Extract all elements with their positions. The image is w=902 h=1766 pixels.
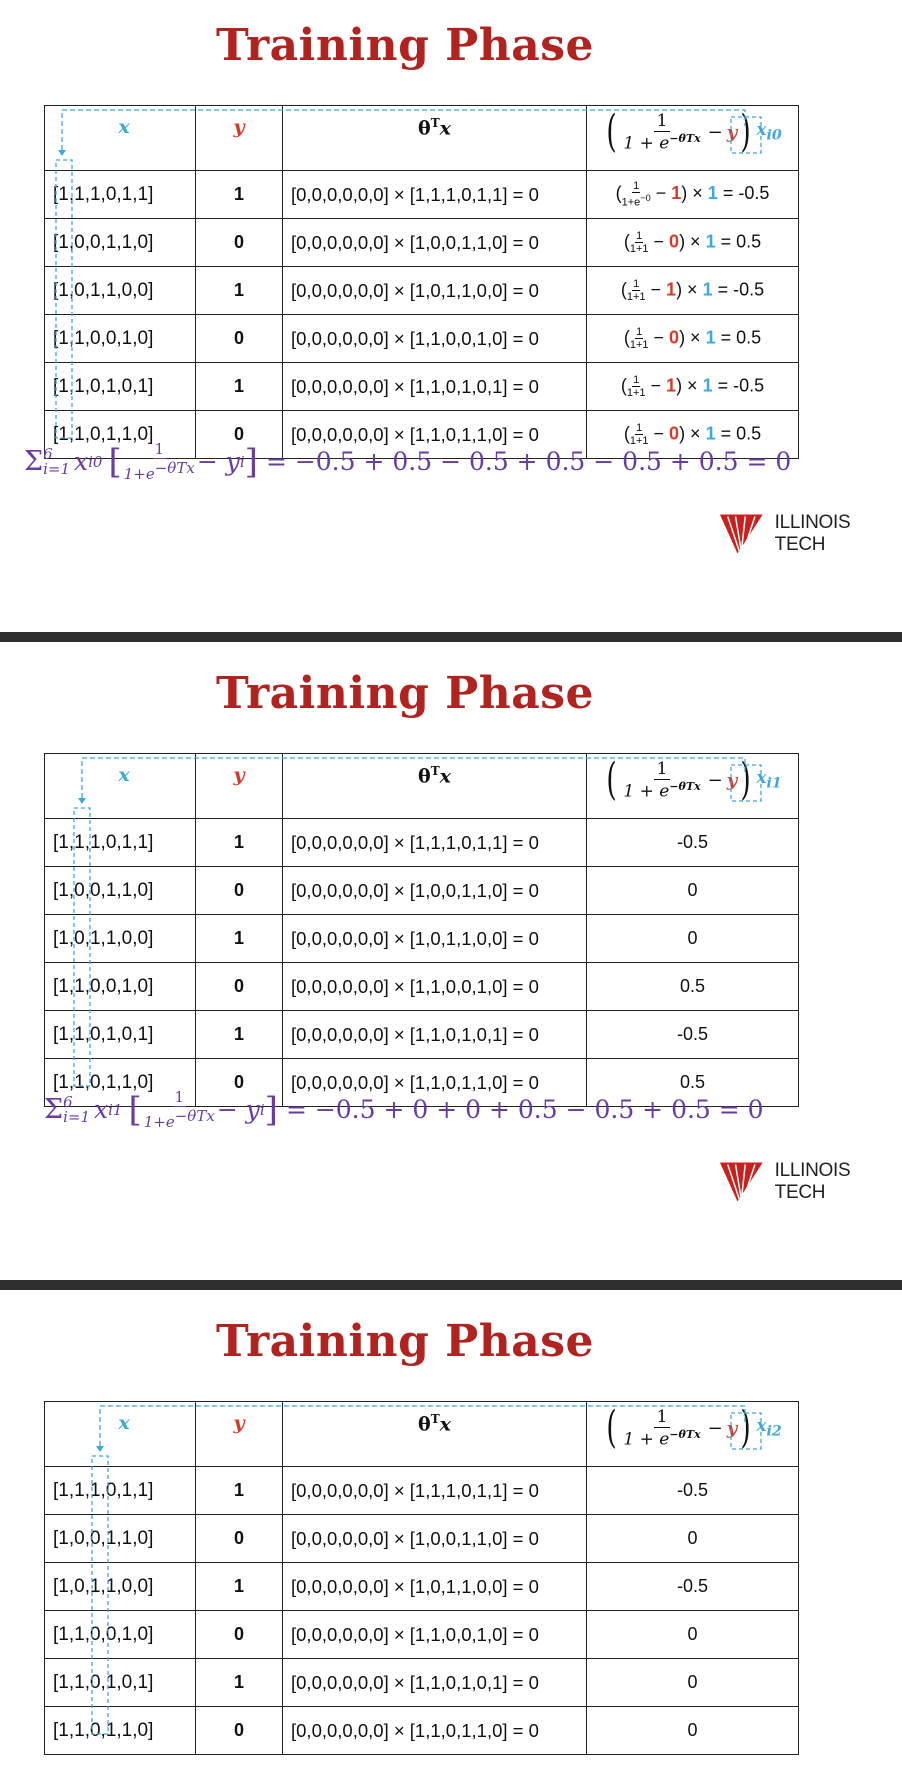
cell-x: [1,0,0,1,1,0] (45, 1515, 196, 1563)
table-row (45, 1659, 799, 1707)
slide-3 (0, 1296, 902, 1766)
cell-theta-x: [0,0,0,0,0,0] × [1,0,1,1,0,0] = 0 (283, 267, 587, 315)
cell-x: [1,0,0,1,1,0] (45, 219, 196, 267)
table-row (45, 963, 799, 1011)
cell-y: 0 (196, 867, 283, 915)
illinois-tech-logo: ILLINOIS TECH (718, 512, 902, 556)
cell-y: 0 (196, 315, 283, 363)
cell-y: 1 (196, 363, 283, 411)
cell-y: 0 (196, 411, 283, 459)
cell-calc: ( $\frac{1}{1+1}$ − 0) × 1 = 0.5 (587, 219, 799, 267)
gradient-sum-formula: Σ 6 i=1 x i1 [ 1 $1+e^{-\theta Tx}$ − y i ] = −0.5 + 0 + 0 + 0.5 − 0.5 + 0.5 = 0 (44, 1088, 764, 1131)
header-y: y (196, 754, 283, 819)
slide-title: Training Phase (215, 1316, 595, 1367)
cell-y: 1 (196, 1467, 283, 1515)
table-row (45, 819, 799, 867)
cell-y: 1 (196, 819, 283, 867)
cell-x: [1,0,1,1,0,0] (45, 915, 196, 963)
header-gradient-formula: ( $\frac{1}{1 + e^{-\theta Tx}}$ − y ) $x_{i1}$ (587, 754, 799, 819)
cell-x: [1,1,0,1,0,1] (45, 1659, 196, 1707)
cell-x: [1,0,0,1,1,0] (45, 867, 196, 915)
slide-1 (0, 0, 902, 630)
header-y: y (196, 106, 283, 171)
table-row (45, 219, 799, 267)
header-gradient-formula: ( $\frac{1}{1 + e^{-\theta Tx}}$ − y ) $x_{i2}$ (587, 1402, 799, 1467)
header-theta-x: $\theta^Tx$ (283, 106, 587, 171)
cell-calc: ( $\frac{1}{1+1}$ − 1) × 1 = -0.5 (587, 267, 799, 315)
cell-theta-x: [0,0,0,0,0,0] × [1,0,1,1,0,0] = 0 (283, 1563, 587, 1611)
table-row (45, 171, 799, 219)
slide-title: Training Phase (215, 668, 595, 719)
header-theta-x: $\theta^Tx$ (283, 1402, 587, 1467)
cell-x: [1,1,0,0,1,0] (45, 1611, 196, 1659)
table-header-row (45, 1402, 799, 1467)
cell-theta-x: [0,0,0,0,0,0] × [1,1,0,0,1,0] = 0 (283, 315, 587, 363)
table-row (45, 1707, 799, 1755)
cell-x: [1,1,0,1,1,0] (45, 411, 196, 459)
header-y: y (196, 1402, 283, 1467)
cell-y: 1 (196, 267, 283, 315)
training-table (44, 753, 799, 1107)
cell-y: 1 (196, 1011, 283, 1059)
cell-theta-x: [0,0,0,0,0,0] × [1,1,0,0,1,0] = 0 (283, 1611, 587, 1659)
cell-x: [1,1,1,0,1,1] (45, 171, 196, 219)
cell-result: 0.5 (587, 1059, 799, 1107)
cell-theta-x: [0,0,0,0,0,0] × [1,1,0,1,0,1] = 0 (283, 363, 587, 411)
training-table (44, 1401, 799, 1755)
slide-divider (0, 1280, 902, 1290)
header-x: x (45, 106, 196, 171)
table-row (45, 363, 799, 411)
table-row (45, 1515, 799, 1563)
cell-x: [1,1,0,1,1,0] (45, 1059, 196, 1107)
cell-result: -0.5 (587, 1563, 799, 1611)
cell-calc: ( $\frac{1}{1+1}$ − 0) × 1 = 0.5 (587, 411, 799, 459)
table-row (45, 1611, 799, 1659)
header-x: x (45, 754, 196, 819)
cell-y: 0 (196, 963, 283, 1011)
cell-result: -0.5 (587, 1467, 799, 1515)
cell-result: 0 (587, 1707, 799, 1755)
cell-result: 0 (587, 867, 799, 915)
cell-y: 1 (196, 171, 283, 219)
header-theta-x: $\theta^Tx$ (283, 754, 587, 819)
cell-theta-x: [0,0,0,0,0,0] × [1,1,1,0,1,1] = 0 (283, 171, 587, 219)
table-row (45, 1467, 799, 1515)
cell-theta-x: [0,0,0,0,0,0] × [1,0,0,1,1,0] = 0 (283, 1515, 587, 1563)
illinois-tech-logo: ILLINOIS TECH (718, 1160, 902, 1204)
cell-y: 0 (196, 1707, 283, 1755)
table-row (45, 1563, 799, 1611)
table-row (45, 267, 799, 315)
cell-result: 0 (587, 915, 799, 963)
cell-x: [1,1,0,0,1,0] (45, 963, 196, 1011)
cell-y: 0 (196, 219, 283, 267)
cell-theta-x: [0,0,0,0,0,0] × [1,1,0,0,1,0] = 0 (283, 963, 587, 1011)
cell-result: -0.5 (587, 1011, 799, 1059)
cell-x: [1,1,1,0,1,1] (45, 1467, 196, 1515)
cell-calc: ( $\frac{1}{1+1}$ − 1) × 1 = -0.5 (587, 363, 799, 411)
table-row (45, 315, 799, 363)
cell-theta-x: [0,0,0,0,0,0] × [1,1,1,0,1,1] = 0 (283, 1467, 587, 1515)
illinois-tech-logo-icon (718, 512, 767, 556)
cell-y: 1 (196, 915, 283, 963)
cell-theta-x: [0,0,0,0,0,0] × [1,0,0,1,1,0] = 0 (283, 219, 587, 267)
cell-x: [1,0,1,1,0,0] (45, 1563, 196, 1611)
cell-x: [1,1,0,1,1,0] (45, 1707, 196, 1755)
header-x: x (45, 1402, 196, 1467)
cell-y: 0 (196, 1611, 283, 1659)
cell-y: 0 (196, 1515, 283, 1563)
cell-theta-x: [0,0,0,0,0,0] × [1,1,0,1,1,0] = 0 (283, 411, 587, 459)
cell-y: 1 (196, 1563, 283, 1611)
cell-theta-x: [0,0,0,0,0,0] × [1,1,0,1,0,1] = 0 (283, 1011, 587, 1059)
cell-x: [1,1,0,0,1,0] (45, 315, 196, 363)
cell-result: -0.5 (587, 819, 799, 867)
cell-x: [1,1,0,1,0,1] (45, 1011, 196, 1059)
table-row (45, 1011, 799, 1059)
cell-y: 0 (196, 1059, 283, 1107)
cell-result: 0 (587, 1659, 799, 1707)
cell-theta-x: [0,0,0,0,0,0] × [1,1,1,0,1,1] = 0 (283, 819, 587, 867)
table-header-row (45, 754, 799, 819)
cell-theta-x: [0,0,0,0,0,0] × [1,1,0,1,1,0] = 0 (283, 1707, 587, 1755)
cell-theta-x: [0,0,0,0,0,0] × [1,0,0,1,1,0] = 0 (283, 867, 587, 915)
cell-result: 0 (587, 1611, 799, 1659)
cell-calc: ( $\frac{1}{1+1}$ − 0) × 1 = 0.5 (587, 315, 799, 363)
table-row (45, 867, 799, 915)
cell-x: [1,0,1,1,0,0] (45, 267, 196, 315)
training-table (44, 105, 799, 459)
cell-y: 1 (196, 1659, 283, 1707)
slide-divider (0, 632, 902, 642)
table-row (45, 915, 799, 963)
cell-result: 0.5 (587, 963, 799, 1011)
header-gradient-formula: ( $\frac{1}{1 + e^{-\theta Tx}}$ − y ) $x_{i0}$ (587, 106, 799, 171)
slide-title: Training Phase (215, 20, 595, 71)
cell-theta-x: [0,0,0,0,0,0] × [1,1,0,1,0,1] = 0 (283, 1659, 587, 1707)
cell-x: [1,1,1,0,1,1] (45, 819, 196, 867)
cell-theta-x: [0,0,0,0,0,0] × [1,0,1,1,0,0] = 0 (283, 915, 587, 963)
table-header-row (45, 106, 799, 171)
cell-x: [1,1,0,1,0,1] (45, 363, 196, 411)
illinois-tech-logo-icon (718, 1160, 767, 1204)
gradient-sum-formula: Σ 6 i=1 x i0 [ 1 $1+e^{-\theta Tx}$ − y i ] = −0.5 + 0.5 − 0.5 + 0.5 − 0.5 + 0.5 = 0 (24, 440, 792, 483)
cell-theta-x: [0,0,0,0,0,0] × [1,1,0,1,1,0] = 0 (283, 1059, 587, 1107)
cell-result: 0 (587, 1515, 799, 1563)
slide-2 (0, 648, 902, 1278)
cell-calc: ( $\frac{1}{1+e^{-0}}$ − 1) × 1 = -0.5 (587, 171, 799, 219)
